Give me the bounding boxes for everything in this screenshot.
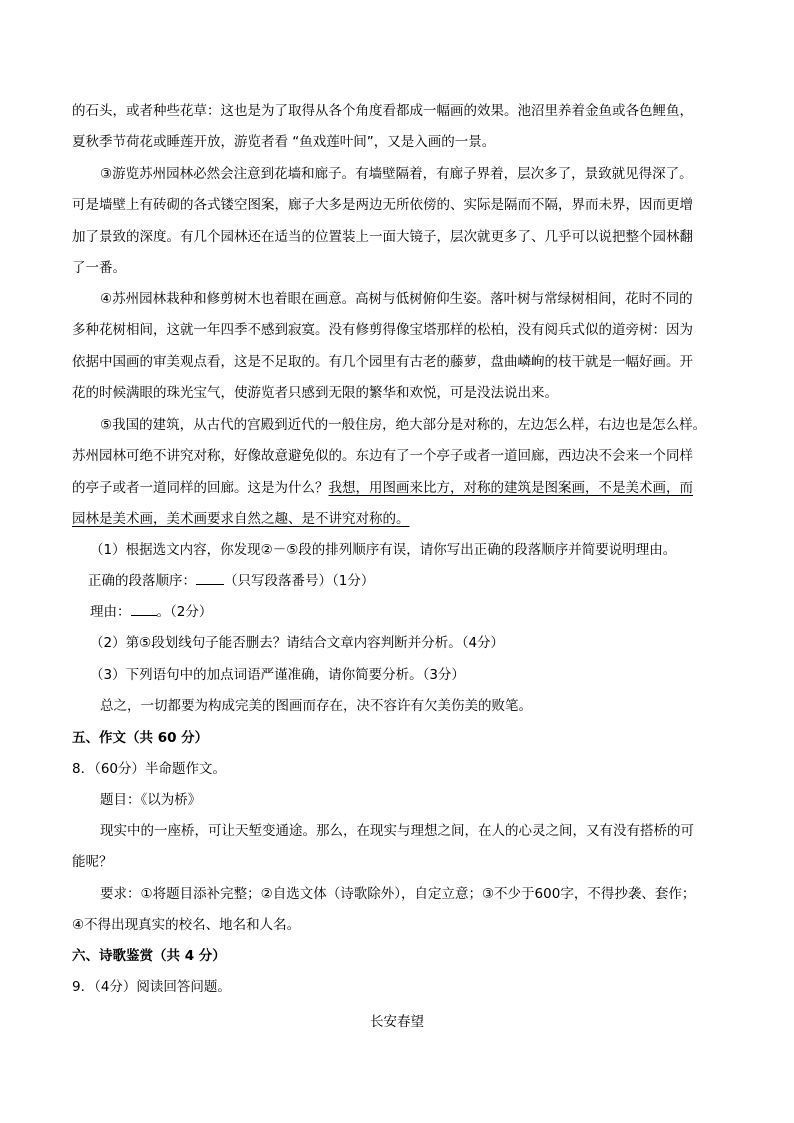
underlined-sentence: 我想，用图画来比方，对称的建筑是图案画，不是美术画，而 [328,480,693,496]
essay-prompt-line: 能呢？ [72,854,113,870]
paragraph-4-line: ④苏州园林栽种和修剪树木也着眼在画意。高树与低树俯仰生姿。落叶树与常绿树相间，花时不同的 [100,291,693,307]
answer-blank [196,584,224,585]
underlined-sentence: 园林是美术画，美术画要求自然之趣、是不讲究对称的。 [72,511,410,527]
order-label: 正确的段落顺序： [88,573,196,589]
paragraph-5-line: ⑤我国的建筑，从古代的宫殿到近代的一般住房，绝大部分是对称的，左边怎么样，右边也是怎么样。 [100,417,707,433]
question-1: （1）根据选文内容，你发现②－⑤段的排列顺序有误，请你写出正确的段落顺序并简要说明理由。 [90,542,677,558]
paragraph-5-text: 的亭子或者一道同样的回廊。这是为什么？ [72,480,329,496]
essay-requirements-line: ④不得出现真实的校名、地名和人名。 [72,917,301,933]
question-3: （3）下列语句中的加点词语严谨准确，请你简要分析。（3分） [90,667,465,683]
order-note: （只写段落番号）（1分） [224,573,375,589]
reason-note: 。（2分） [156,604,213,620]
paragraph-5-line [72,479,693,497]
passage-line: 的石头，或者种些花草：这也是为了取得从各个角度看都成一幅画的效果。池沼里养着金鱼或各色鲤鱼， [72,103,693,119]
paragraph-4-line: 依据中国画的审美观点看，这是不足取的。有几个园里有古老的藤萝，盘曲嶙峋的枝干就是一幅好画。开 [72,354,693,370]
reason-label: 理由： [90,604,131,620]
paragraph-3-line: ③游览苏州园林必然会注意到花墙和廊子。有墙壁隔着，有廊子界着，层次多了，景致就见得深了。 [100,166,693,182]
paragraph-3-line: 可是墙壁上有砖砌的各式镂空图案，廊子大多是两边无所依傍的、实际是隔而不隔，界而未界，因而更增 [72,197,693,213]
paragraph-5-line: 苏州园林可绝不讲究对称，好像故意避免似的。东边有了一个亭子或者一道回廊，西边决不会来一个同样 [72,448,693,464]
section-5-heading: 五、作文（共 60 分） [72,730,209,746]
question-3-sentence: 总之，一切都要为构成完美的图画而存在，决不容许有欠美伤美的败笔。 [100,698,532,714]
question-2: （2）第⑤段划线句子能否删去？请结合文章内容判断并分析。（4分） [90,635,505,651]
essay-requirements-line: 要求：①将题目添补完整；②自选文体（诗歌除外），自定立意；③不少于600字，不得抄袭、套作； [100,886,696,902]
paragraph-3-line: 加了景致的深度。有几个园林还在适当的位置装上一面大镜子，层次就更多了、几乎可以说把整个园林翻 [72,229,693,245]
question-8: 8．（60分）半命题作文。 [72,761,227,777]
section-6-heading: 六、诗歌鉴赏（共 4 分） [72,948,226,964]
question-1-reason [90,603,212,621]
question-9: 9．（4分）阅读回答问题。 [72,979,231,995]
essay-title: 题目：《以为桥》 [100,792,202,808]
paragraph-4-line: 多种花树相间，这就一年四季不感到寂寞。没有修剪得像宝塔那样的松柏，没有阅兵式似的道旁树：因为 [72,322,693,338]
answer-blank [131,615,157,616]
paragraph-4-line: 花的时候满眼的珠光宝气，使游览者只感到无限的繁华和欢悦，可是没法说出来。 [72,385,558,401]
passage-line: 夏秋季节荷花或睡莲开放，游览者看 “鱼戏莲叶间”，又是入画的一景。 [72,134,496,150]
paragraph-3-line: 了一番。 [72,260,126,276]
question-1-order [88,572,374,590]
essay-prompt-line: 现实中的一座桥，可让天堑变通途。那么，在现实与理想之间，在人的心灵之间，又有没有搭桥的可 [100,823,694,839]
poem-title: 长安春望 [370,1014,424,1030]
